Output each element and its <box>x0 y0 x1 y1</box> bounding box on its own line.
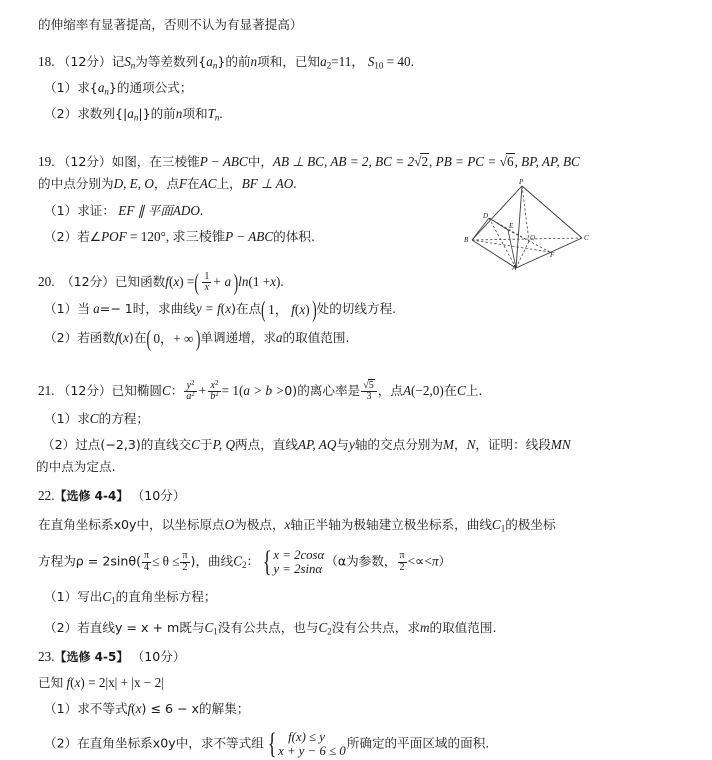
fraction-pi-over-2: $\frac{\pi}{2}$ <box>182 550 188 573</box>
problem-18-number: 18. <box>38 54 55 69</box>
sqrt-6: √6 <box>499 154 514 169</box>
problem-20-sub-2: （2）若函数f(x)在 ( 0，+ ∞ ) 单调递增，求a的取值范围. <box>44 331 350 346</box>
problem-20-points: （12分） <box>61 273 115 289</box>
problem-22-sub-2: （2）若直线y = x + m既与$C_1$没有公共点，也与$C_2$没有公共点，求m的取值范围. <box>44 620 497 637</box>
fraction-sqrt5-over-3: $\frac{√5}{3}$ <box>361 381 377 403</box>
tetrahedron-svg <box>462 178 592 270</box>
problem-20-sub-1: （1）当 a=− 1时，求曲线y = f(x)在点 ( 1， f(x) ) 处的切线方程. <box>44 302 396 317</box>
problem-22-points: （10分） <box>131 488 186 503</box>
figure-label-O: O <box>530 234 536 242</box>
problem-19-points: （12分） <box>57 154 112 169</box>
problem-22-number: 22. <box>38 488 55 503</box>
problem-22-tag: 【选修 4-4】 <box>54 489 129 503</box>
figure-label-E: E <box>509 222 514 230</box>
inequality-system: { f(x) ≤ y x + y − 6 ≤ 0 <box>267 728 346 760</box>
big-paren-point: ( 1， f(x) ) <box>261 303 316 317</box>
big-paren-group: ( $\frac{1}{x}$ + a ) <box>194 272 238 293</box>
fraction-1-over-x: ( $\frac{1}{x}$ <box>204 271 210 294</box>
problem-21-sub-2-cont: 的中点为定点. <box>36 459 116 474</box>
left-brace: { <box>262 546 272 579</box>
problem-21-sub-2: （2）过点(−2,3)的直线交C于P, Q两点，直线AP, AQ与y轴的交点分别为M，N，证明：线段MN <box>42 437 571 452</box>
problem-18-points: （12分） <box>57 54 112 69</box>
big-paren-interval: ( 0，+ ∞ ) <box>146 332 200 346</box>
figure-label-P: P <box>519 178 524 186</box>
figure-label-D: D <box>483 212 489 220</box>
problem-23-header <box>38 650 185 664</box>
problem-19-stem-line2: 的中点分别为D, E, O，点F在AC上，BF ⊥ AO. <box>38 176 297 191</box>
fraction-pi-over-4: $\frac{\pi}{4}$ <box>144 550 150 573</box>
sqrt-2: √2 <box>414 154 429 169</box>
problem-23-points: （10分） <box>131 649 186 664</box>
fraction-pi-over-2-b: $\frac{\pi}{2}$ <box>399 550 405 573</box>
problem-23-sub-2: （2）在直角坐标系x0y中，求不等式组 { f(x) ≤ y x + y − 6 ≤ 0 所确定的平面区域的面积. <box>44 728 490 760</box>
left-brace: { <box>267 728 277 760</box>
problem-22-sub-1: （1）写出$C_1$的直角坐标方程； <box>44 589 217 606</box>
continuation-text: 的伸缩率有显著提高，否则不认为有显著提高） <box>38 17 303 32</box>
problem-23-tag: 【选修 4-5】 <box>54 650 129 664</box>
figure-label-C: C <box>584 234 589 242</box>
figure-label-A: A <box>512 264 517 270</box>
fraction-y2-over-a2: $\frac{y^2}{a^2}$ <box>186 380 195 403</box>
problem-23-stem: 已知 f(x) = 2|x| + |x − 2| <box>38 675 164 690</box>
problem-23-number: 23. <box>38 649 55 664</box>
problem-21-number: 21. <box>38 383 55 399</box>
problem-19-sub-2: （2）若∠POF = 120°, 求三棱锥P − ABC的体积. <box>44 229 315 244</box>
tetrahedron-figure <box>462 178 592 270</box>
figure-label-B: B <box>464 236 469 244</box>
parametric-system-C2: { x = 2cosα y = 2sinα <box>262 546 325 579</box>
problem-19-sub-1: （1）求证： EF ∥ 平面ADO. <box>44 203 204 218</box>
problem-21-sub-1: （1）求C的方程； <box>44 411 149 426</box>
problem-19-number: 19. <box>38 154 55 169</box>
problem-23-sub-1: （1）求不等式f(x) ≤ 6 − x的解集； <box>44 701 250 716</box>
problem-22-header <box>38 489 185 503</box>
problem-19-stem-line1: 19. （12分）如图，在三棱锥P − ABC中，AB ⊥ BC, AB = 2, BC = 2√2, PB = PC = √6, BP, AP, BC <box>38 154 580 169</box>
problem-22-stem-line2: 方程为ρ = 2sinθ( $\frac{\pi}{4}$ ≤ θ ≤ $\frac{\pi}{2}$ )，曲线$C_2$： { x = 2cosα y = 2sinα （α为参数， $\frac{\pi}{2}$ <∝<π） <box>38 546 452 579</box>
problem-21-points: （12分） <box>57 383 112 399</box>
problem-20-number: 20. <box>38 273 55 289</box>
problem-18-sub-1: （1）求$\{a_n\}$的通项公式； <box>44 80 193 97</box>
problem-18-sub-2: （2）求数列$\{|a_n|\}$的前n项和$T_n$. <box>44 106 223 123</box>
figure-label-F: F <box>550 251 555 259</box>
problem-21-stem: 21. （12分）已知椭圆C： $\frac{y^2}{a^2}$ + $\frac{x^2}{b^2}$ = 1(a > b >0)的离心率是 $\frac{√5}{3}$ ，点A(−2,0)在C上. <box>38 380 483 403</box>
fraction-x2-over-b2: $\frac{x^2}{b^2}$ <box>210 380 219 403</box>
problem-20-stem: 20. （12分）已知函数f(x) = ( $\frac{1}{x}$ + a ) ln(1 +x). <box>38 272 284 293</box>
problem-18-stem: 18. （12分）记$S_n$为等差数列$\{a_n\}$的前n项和，已知$a_2=11$， $S_{10} = 40$. <box>38 54 414 71</box>
problem-22-stem-line1: 在直角坐标系x0y中，以坐标原点O为极点，x轴正半轴为极轴建立极坐标系，曲线$C_1$的极坐标 <box>38 517 556 534</box>
